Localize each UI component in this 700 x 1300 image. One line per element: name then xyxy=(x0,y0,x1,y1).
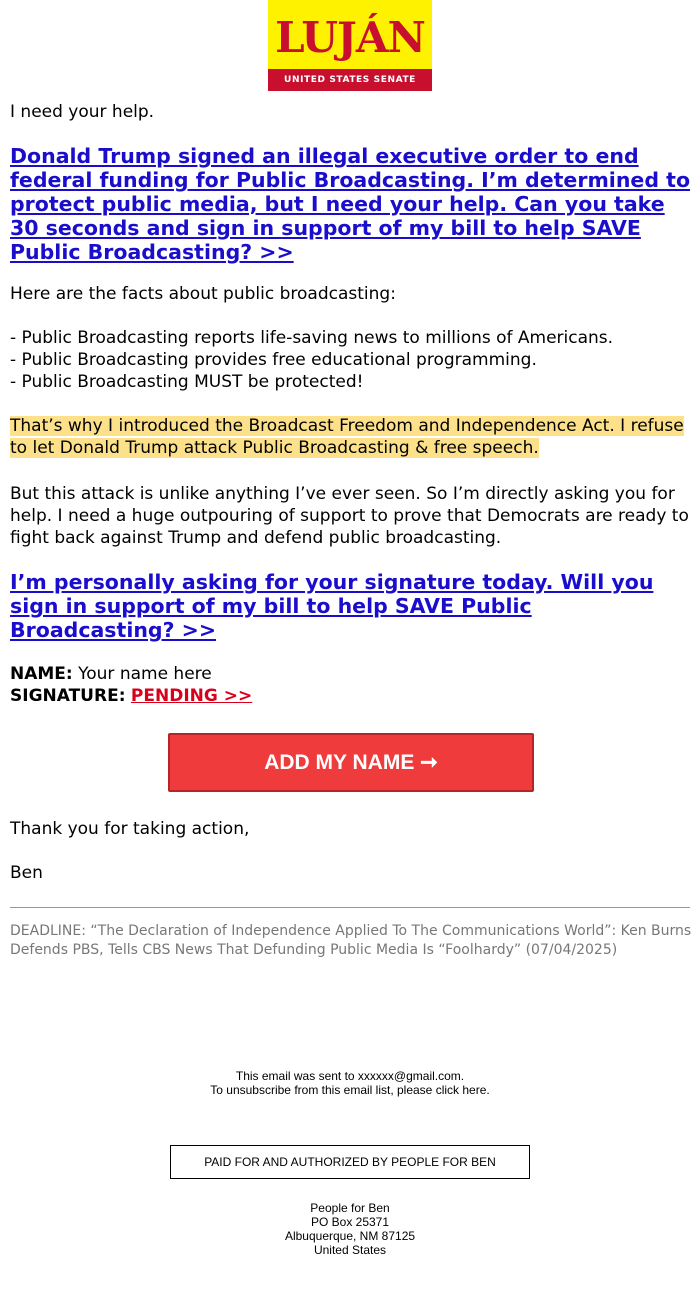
address-line: Albuquerque, NM 87125 xyxy=(284,1229,416,1243)
signature-pending-link[interactable]: PENDING >> xyxy=(130,686,253,706)
logo-wordmark: LUJÁN xyxy=(275,13,425,62)
name-row xyxy=(10,663,692,685)
petition-link-top[interactable]: Donald Trump signed an illegal executive order to end federal funding for Public Broadcasting. I’m determined to protect public media, but I need your help. Can you take 30 seconds and sign in support of my bill to help SAVE Public Broadcasting? >> xyxy=(10,144,691,264)
cta-container xyxy=(10,733,692,792)
fact-item: - Public Broadcasting provides free educational programming. xyxy=(10,350,537,370)
thanks-text: Thank you for taking action, xyxy=(10,819,250,839)
name-label: NAME: xyxy=(10,664,73,684)
add-my-name-button[interactable]: ADD MY NAME ➞ xyxy=(168,733,534,792)
email-body xyxy=(10,100,692,884)
sent-to-text: This email was sent to xxxxxx@gmail.com. xyxy=(235,1069,465,1083)
fact-item: - Public Broadcasting reports life-saving news to millions of Americans. xyxy=(10,328,614,348)
unsubscribe-link[interactable]: To unsubscribe from this email list, please click here. xyxy=(210,1083,490,1097)
deadline-text: DEADLINE: “The Declaration of Independence Applied To The Communications World”: Ken Burns Defends PBS, Tells CBS News That Defunding Public Media Is “Foolhardy” (07/04/2025) xyxy=(10,923,692,958)
section-divider xyxy=(10,907,690,908)
paid-for-disclaimer: PAID FOR AND AUTHORIZED BY PEOPLE FOR BEN xyxy=(170,1145,530,1179)
address-line: United States xyxy=(313,1243,387,1257)
fact-item: - Public Broadcasting MUST be protected! xyxy=(10,372,364,392)
address-line: PO Box 25371 xyxy=(310,1215,390,1229)
lujan-logo[interactable] xyxy=(268,0,432,91)
highlighted-text: That’s why I introduced the Broadcast Freedom and Independence Act. I refuse to let Donald Trump attack Public Broadcasting & free speech. xyxy=(10,416,684,458)
intro-text: I need your help. xyxy=(10,102,155,122)
signoff-text: Ben xyxy=(10,863,43,883)
facts-heading: Here are the facts about public broadcasting: xyxy=(10,284,396,304)
facts-list xyxy=(10,327,692,393)
signature-row xyxy=(10,685,692,707)
appeal-paragraph: But this attack is unlike anything I’ve ever seen. So I’m directly asking you for help. I need a huge outpouring of support to prove that Democrats are ready to fight back against Trump and defend public broadcasting. xyxy=(10,484,689,548)
petition-link-bottom[interactable]: I’m personally asking for your signature today. Will you sign in support of my bill to help SAVE Public Broadcasting? >> xyxy=(10,570,654,642)
name-value: Your name here xyxy=(78,664,212,684)
logo-subtitle: UNITED STATES SENATE xyxy=(268,69,432,91)
signature-label: SIGNATURE: xyxy=(10,686,126,706)
address-line: People for Ben xyxy=(310,1201,390,1215)
highlight-paragraph xyxy=(10,415,692,459)
